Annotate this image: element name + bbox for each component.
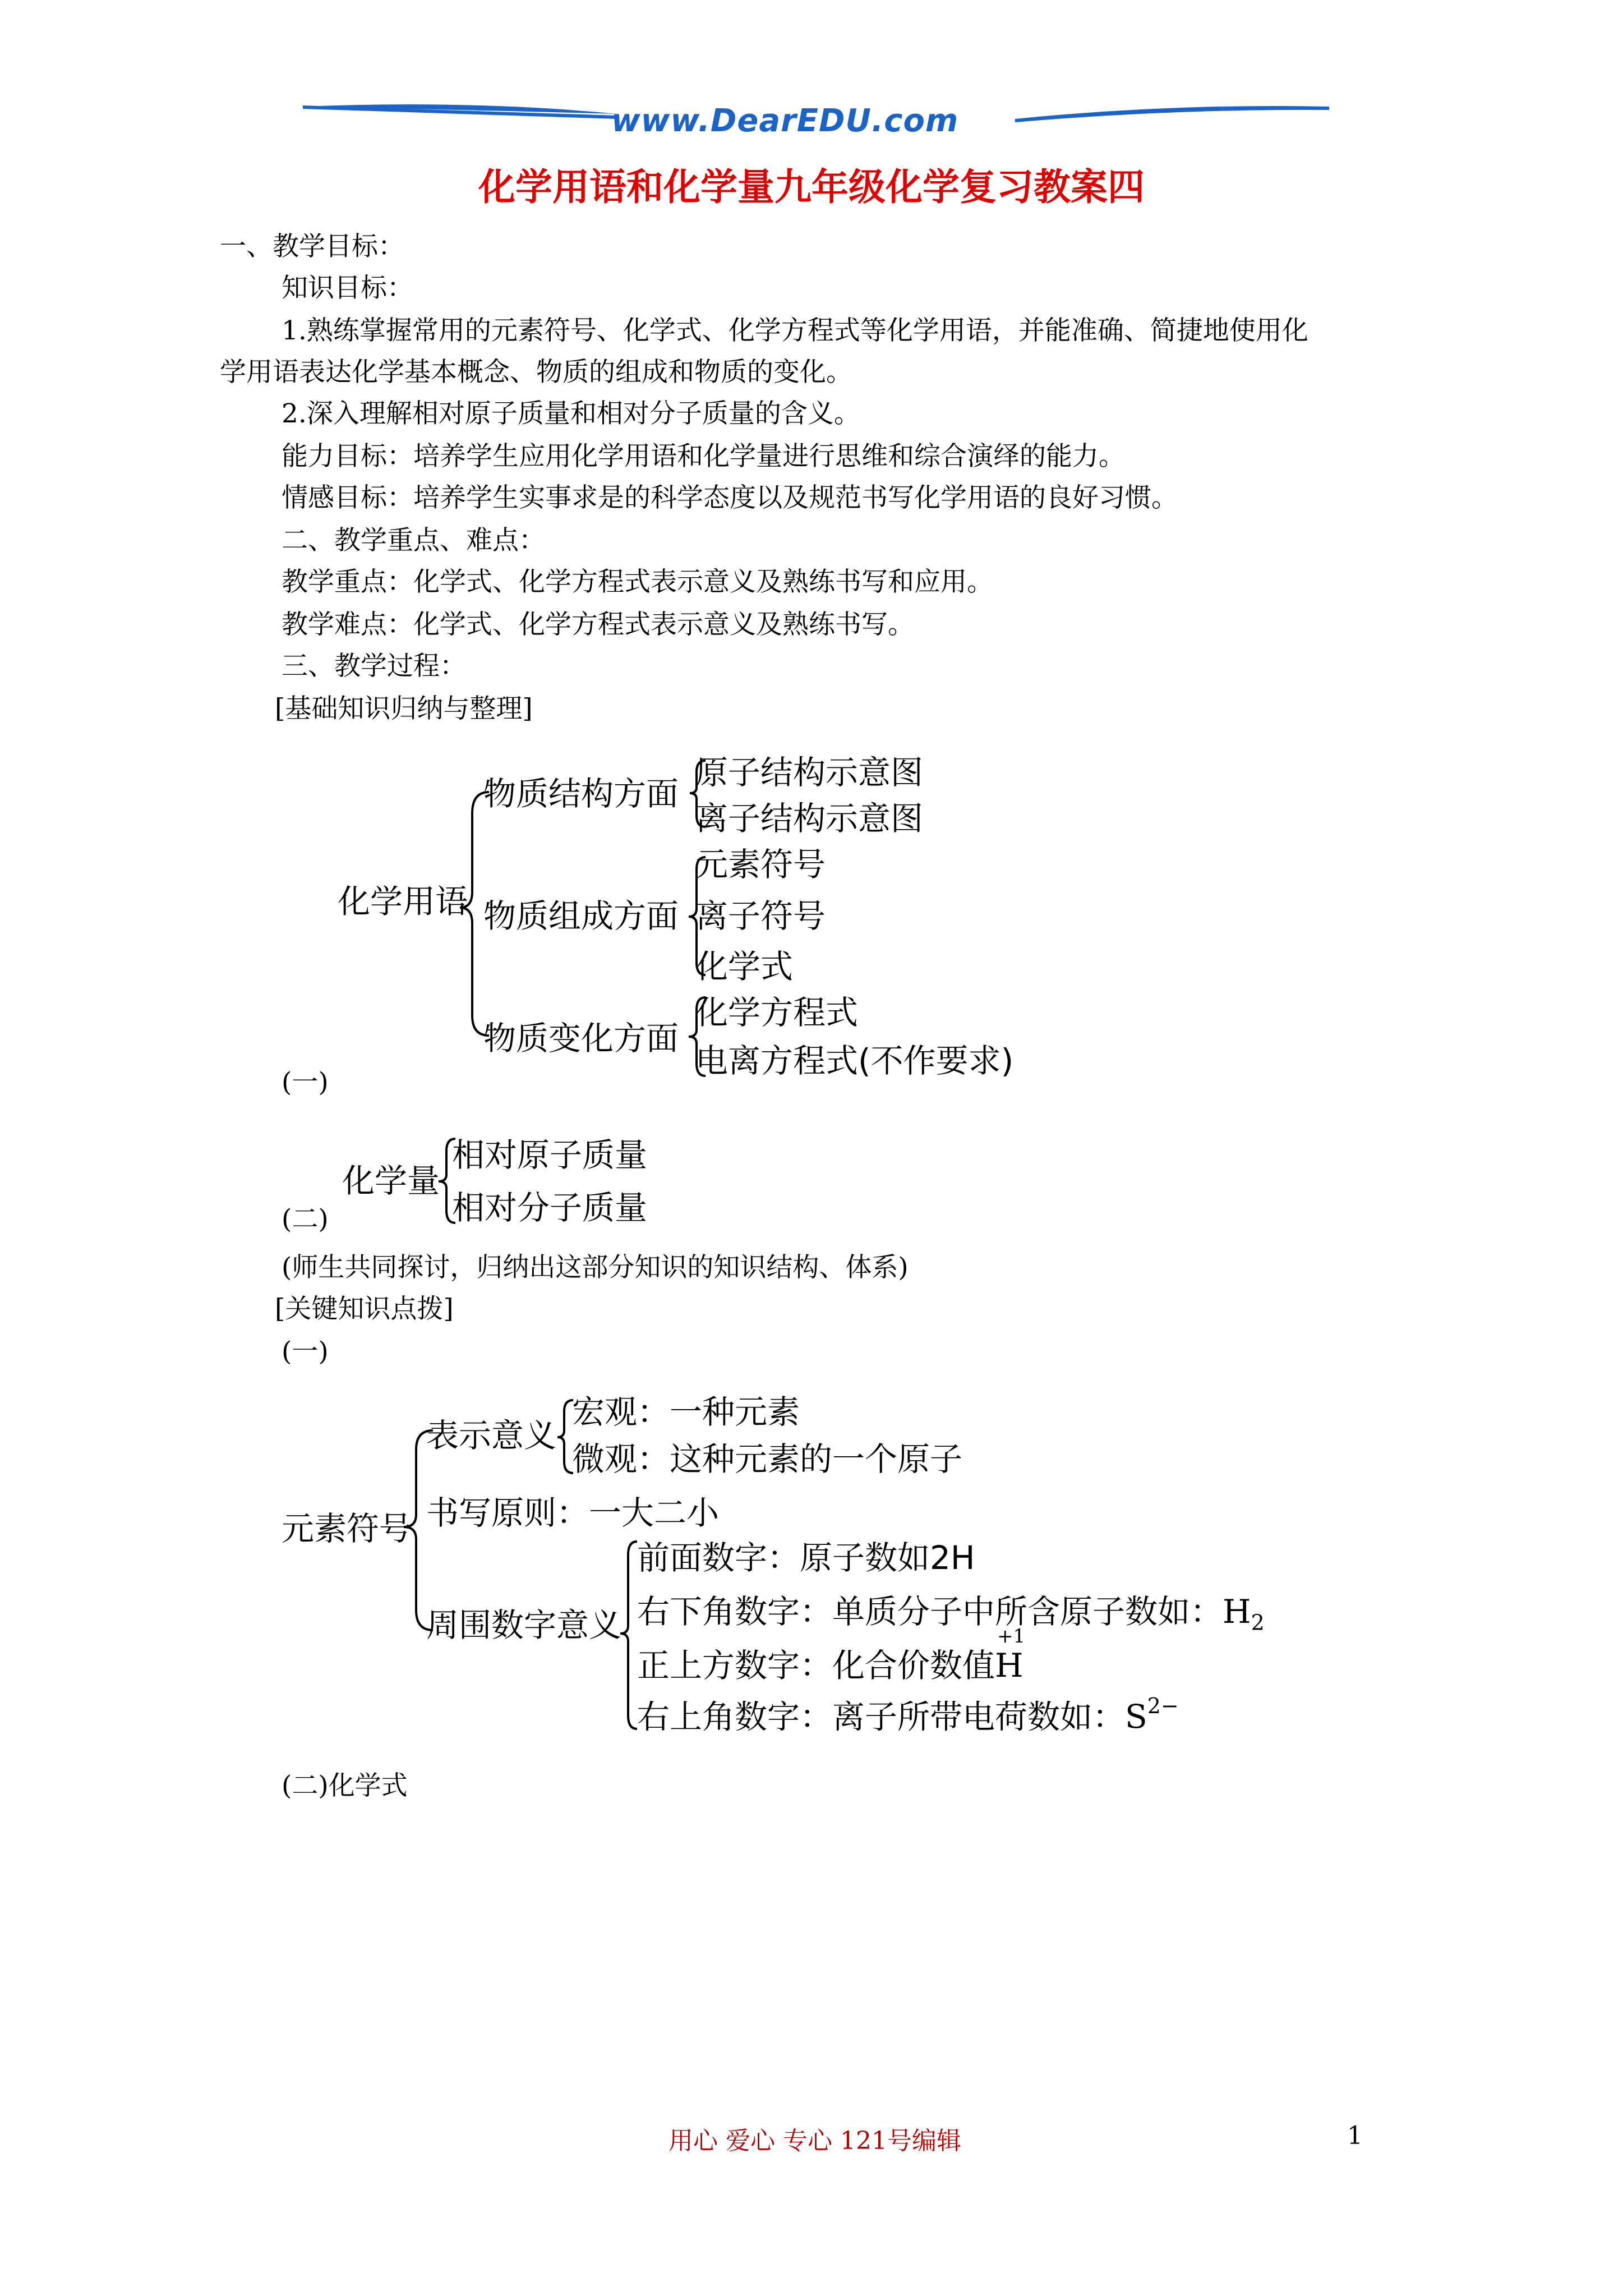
h-valence-top: +1	[997, 1625, 1026, 1648]
diagram3-item-superscript-number	[637, 1694, 1179, 1736]
diagram1-item-ion-structure: 离子结构示意图	[695, 799, 924, 838]
difficult-point: 教学难点：化学式、化学方程式表示意义及熟练书写。	[282, 609, 914, 640]
diagram3-branch-numbers: 周围数字意义	[426, 1606, 622, 1644]
basic-knowledge-heading: [基础知识归纳与整理]	[275, 693, 533, 724]
diagram2-label: (二)	[282, 1204, 329, 1235]
footer-slogan: 用心 爱心 专心 121号编辑	[668, 2127, 961, 2155]
h2-subscript: 2	[1251, 1610, 1265, 1635]
diagram3-item-front-number: 前面数字：原子数如2H	[637, 1539, 975, 1577]
discussion-note: (师生共同探讨，归纳出这部分知识的知识结构、体系)	[282, 1252, 909, 1283]
ability-objective: 能力目标：培养学生应用化学用语和化学量进行思维和综合演绎的能力。	[282, 441, 1125, 472]
diagram3-branch-meaning: 表示意义	[426, 1416, 557, 1455]
document-title: 化学用语和化学量九年级化学复习教案四	[478, 165, 1145, 209]
diagram1-branch-change: 物质变化方面	[483, 1019, 679, 1057]
objective-1-line2: 学用语表达化学基本概念、物质的组成和物质的变化。	[220, 357, 852, 388]
diagram3-item-macro: 宏观：一种元素	[572, 1393, 800, 1431]
diagram3-root: 元素符号	[282, 1510, 412, 1548]
section-objectives: 一、教学目标：	[220, 231, 404, 262]
diagram3-item-top-text: 正上方数字：化合价数值	[637, 1646, 995, 1685]
h-valence-formula	[995, 1625, 1026, 1685]
diagram3-item-top-number	[637, 1625, 1026, 1685]
formula-section-heading: (二)化学式	[282, 1770, 408, 1801]
h2-base: H	[1223, 1593, 1251, 1631]
site-logo-text: www.DearEDU.com	[611, 103, 959, 139]
knowledge-objectives: 知识目标：	[282, 273, 413, 303]
section-process: 三、教学过程：	[282, 651, 466, 682]
diagram3-item-superscript-text: 右上角数字：离子所带电荷数如：	[637, 1697, 1126, 1736]
objective-2: 2.深入理解相对原子质量和相对分子质量的含义。	[282, 398, 860, 429]
diagram3-item-micro: 微观：这种元素的一个原子	[572, 1440, 963, 1478]
objective-1-line1: 1.熟练掌握常用的元素符号、化学式、化学方程式等化学用语，并能准确、简捷地使用化	[282, 315, 1308, 346]
diagram3-label: (一)	[282, 1336, 329, 1367]
key-knowledge-heading: [关键知识点拨]	[275, 1294, 454, 1324]
diagram3-item-subscript-number	[637, 1595, 1265, 1634]
diagram1-branch-structure: 物质结构方面	[483, 775, 679, 813]
s2-formula	[1125, 1694, 1179, 1736]
diagram1-item-equation: 化学方程式	[695, 993, 859, 1032]
section-key-points: 二、教学重点、难点：	[282, 525, 545, 556]
diagram1-label: (一)	[282, 1067, 329, 1098]
key-point: 教学重点：化学式、化学方程式表示意义及熟练书写和应用。	[282, 567, 993, 597]
diagram1-root: 化学用语	[338, 882, 468, 921]
emotion-objective: 情感目标：培养学生实事求是的科学态度以及规范书写化学用语的良好习惯。	[282, 482, 1178, 513]
diagram1-item-formula: 化学式	[695, 947, 794, 986]
h2-formula	[1223, 1593, 1265, 1635]
diagram1-item-ionization: 电离方程式(不作要求)	[695, 1042, 1014, 1080]
diagram2-item-atomic-mass: 相对原子质量	[452, 1136, 648, 1174]
page-number: 1	[1347, 2122, 1363, 2150]
diagram1-item-element-symbol: 元素符号	[695, 845, 826, 884]
diagram1-item-atom-structure: 原子结构示意图	[695, 753, 924, 792]
diagram2-item-molecular-mass: 相对分子质量	[452, 1189, 648, 1227]
diagram3-branch-writing-rule: 书写原则：一大二小	[426, 1494, 720, 1532]
diagram3-item-subscript-text: 右下角数字：单质分子中所含原子数如：	[637, 1593, 1223, 1631]
diagram1-item-ion-symbol: 离子符号	[695, 897, 826, 935]
s2-base: S	[1125, 1697, 1147, 1736]
diagram2-root: 化学量	[342, 1162, 440, 1200]
s2-superscript: 2−	[1147, 1694, 1179, 1718]
diagram1-branch-composition: 物质组成方面	[483, 897, 679, 935]
h-valence-base: H	[995, 1646, 1023, 1685]
